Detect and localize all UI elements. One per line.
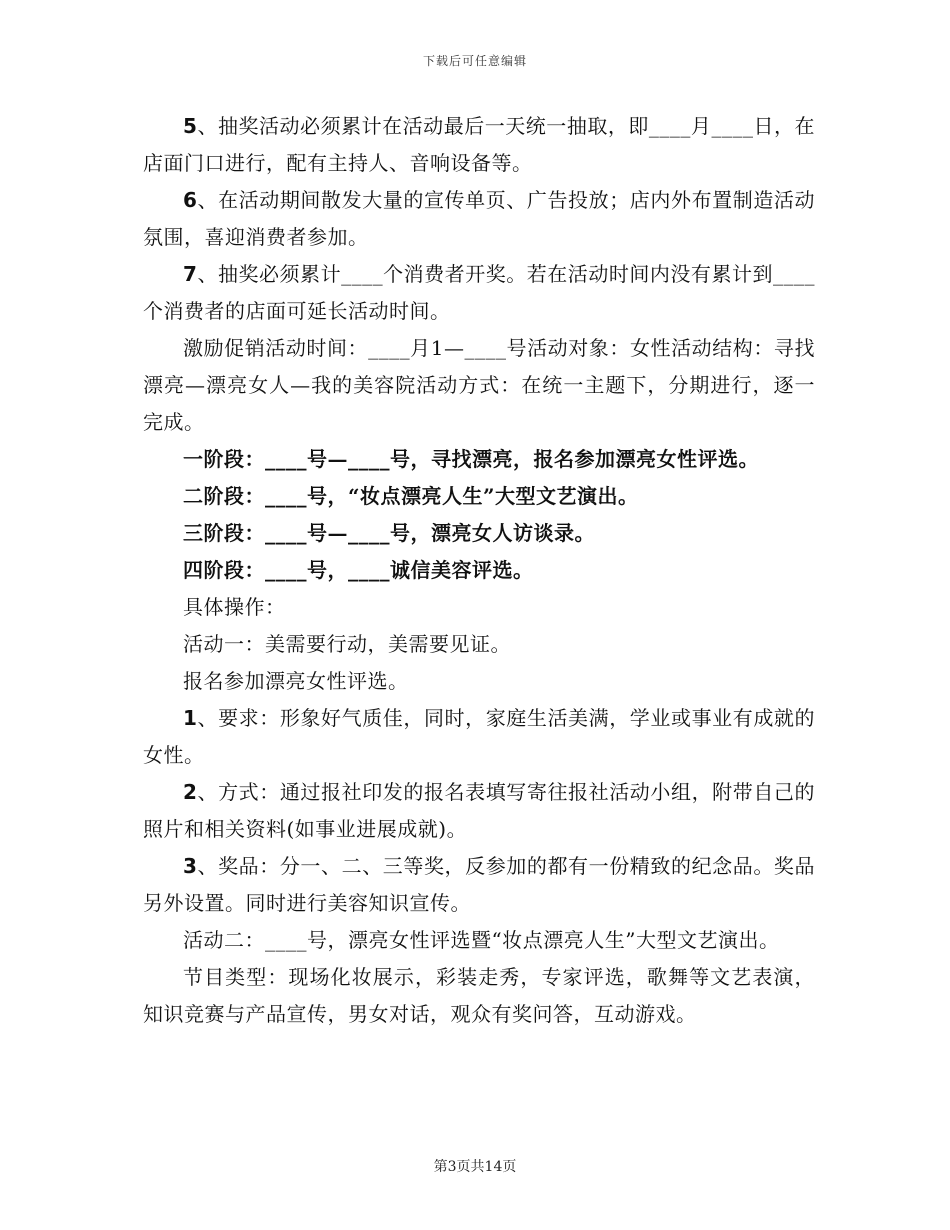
page-footer: 第3页共14页 [433,1159,517,1175]
paragraph-activity-2: 活动二：____号，漂亮女性评选暨“妆点漂亮人生”大型文艺演出。 [183,928,780,952]
paragraph-text: 、方式：通过报社印发的报名表填写寄往报社活动小组，附带自己的照片和相关资料(如事业进展成就)。 [143,780,815,841]
item-number: 7 [183,262,198,286]
paragraph-text: 、抽奖活动必须累计在活动最后一天统一抽取，即____月____日，在店面门口进行，配有主持人、音响设备等。 [143,114,815,175]
item-number: 2 [183,780,198,804]
paragraph-prizes [143,848,815,922]
paragraph-item-7 [143,256,815,330]
paragraph-item-5 [143,108,815,182]
item-number: 3 [183,854,198,878]
item-number: 5 [183,114,198,138]
paragraph-text: 、在活动期间散发大量的宣传单页、广告投放；店内外布置制造活动氛围，喜迎消费者参加。 [143,188,815,249]
paragraph-text: 、抽奖必须累计____个消费者开奖。若在活动时间内没有累计到____个消费者的店面可延长活动时间。 [143,262,815,323]
paragraph-method [143,774,815,848]
paragraph-requirements [143,700,815,774]
paragraph-text: 、奖品：分一、二、三等奖，反参加的都有一份精致的纪念品。奖品另外设置。同时进行美容知识宣传。 [143,854,815,915]
paragraph-text: 、要求：形象好气质佳，同时，家庭生活美满，学业或事业有成就的女性。 [143,706,815,767]
paragraph-incentive-promotion: 激励促销活动时间：____月1—____号活动对象：女性活动结构：寻找漂亮—漂亮女人—我的美容院活动方式：在统一主题下，分期进行，逐一完成。 [143,336,815,434]
item-number: 6 [183,188,198,212]
paragraph-program-types: 节目类型：现场化妆展示，彩装走秀，专家评选，歌舞等文艺表演，知识竞赛与产品宣传，男女对话，观众有奖问答，互动游戏。 [143,965,815,1026]
paragraph-stage-2: 二阶段：____号，“妆点漂亮人生”大型文艺演出。 [183,484,639,508]
paragraph-item-6 [143,182,815,256]
page-header: 下载后可任意编辑 [422,54,527,68]
item-number: 1 [183,706,198,730]
paragraph-activity-1: 活动一：美需要行动，美需要见证。 [183,632,511,656]
paragraph-specific-operations: 具体操作： [183,595,286,619]
paragraph-stage-4: 四阶段：____号，____诚信美容评选。 [183,558,534,582]
paragraph-stage-3: 三阶段：____号—____号，漂亮女人访谈录。 [183,521,595,545]
paragraph-stage-1: 一阶段：____号—____号，寻找漂亮，报名参加漂亮女性评选。 [183,447,759,471]
document-body [143,108,815,1033]
paragraph-signup: 报名参加漂亮女性评选。 [183,669,409,693]
